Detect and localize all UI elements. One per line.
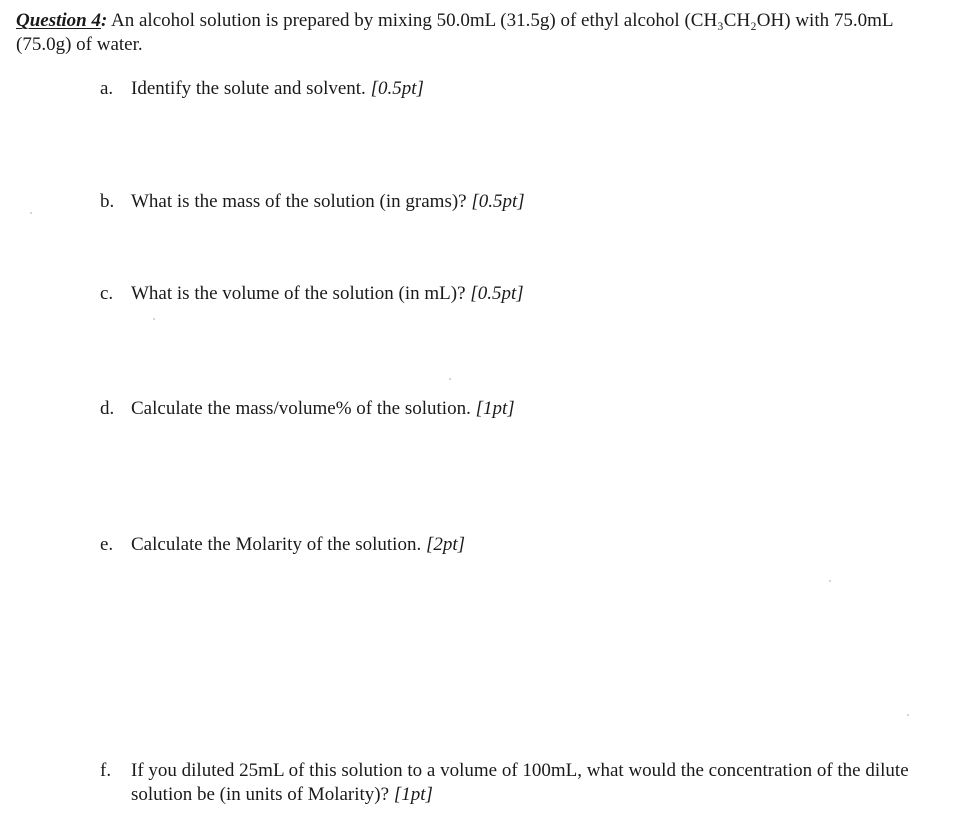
part-text: What is the volume of the solution (in mL)? [131, 283, 471, 304]
part-letter: b. [100, 191, 115, 212]
part-e [100, 533, 940, 557]
part-text: What is the mass of the solution (in grams)? [131, 191, 472, 212]
part-letter: e. [100, 534, 114, 555]
part-a [100, 77, 940, 101]
part-points: [0.5pt] [370, 78, 424, 99]
scan-speck [907, 714, 909, 716]
scan-speck [449, 378, 451, 380]
question-prompt [16, 9, 946, 57]
question-label: Question 4 [16, 10, 101, 31]
part-text-line2: solution be (in units of Molarity)? [131, 784, 394, 805]
scan-speck [153, 318, 155, 320]
part-text: Calculate the Molarity of the solution. [131, 534, 426, 555]
part-f [100, 759, 940, 807]
part-points: [1pt] [475, 398, 515, 419]
part-points: [0.5pt] [471, 191, 525, 212]
part-letter: a. [100, 78, 114, 99]
part-points: [2pt] [425, 534, 466, 555]
part-points: [1pt] [393, 784, 433, 805]
part-text: Identify the solute and solvent. [131, 78, 371, 99]
question-label-colon: : [101, 10, 108, 31]
scan-speck [30, 212, 32, 214]
part-letter: c. [100, 283, 114, 304]
question-text-line1: An alcohol solution is prepared by mixing 50.0mL (31.5g) of ethyl alcohol (CH₃CH₂OH) with 75.0mL [107, 10, 894, 31]
part-text: Calculate the mass/volume% of the solution. [131, 398, 476, 419]
part-points: [0.5pt] [470, 283, 524, 304]
question-text-line2: (75.0g) of water. [16, 34, 143, 55]
part-b [100, 190, 940, 214]
scan-speck [829, 580, 831, 582]
part-text-line1: If you diluted 25mL of this solution to a volume of 100mL, what would the concentration of the dilute [131, 760, 909, 781]
part-letter: f. [100, 760, 112, 781]
part-d [100, 397, 940, 421]
part-letter: d. [100, 398, 115, 419]
part-c [100, 282, 940, 306]
